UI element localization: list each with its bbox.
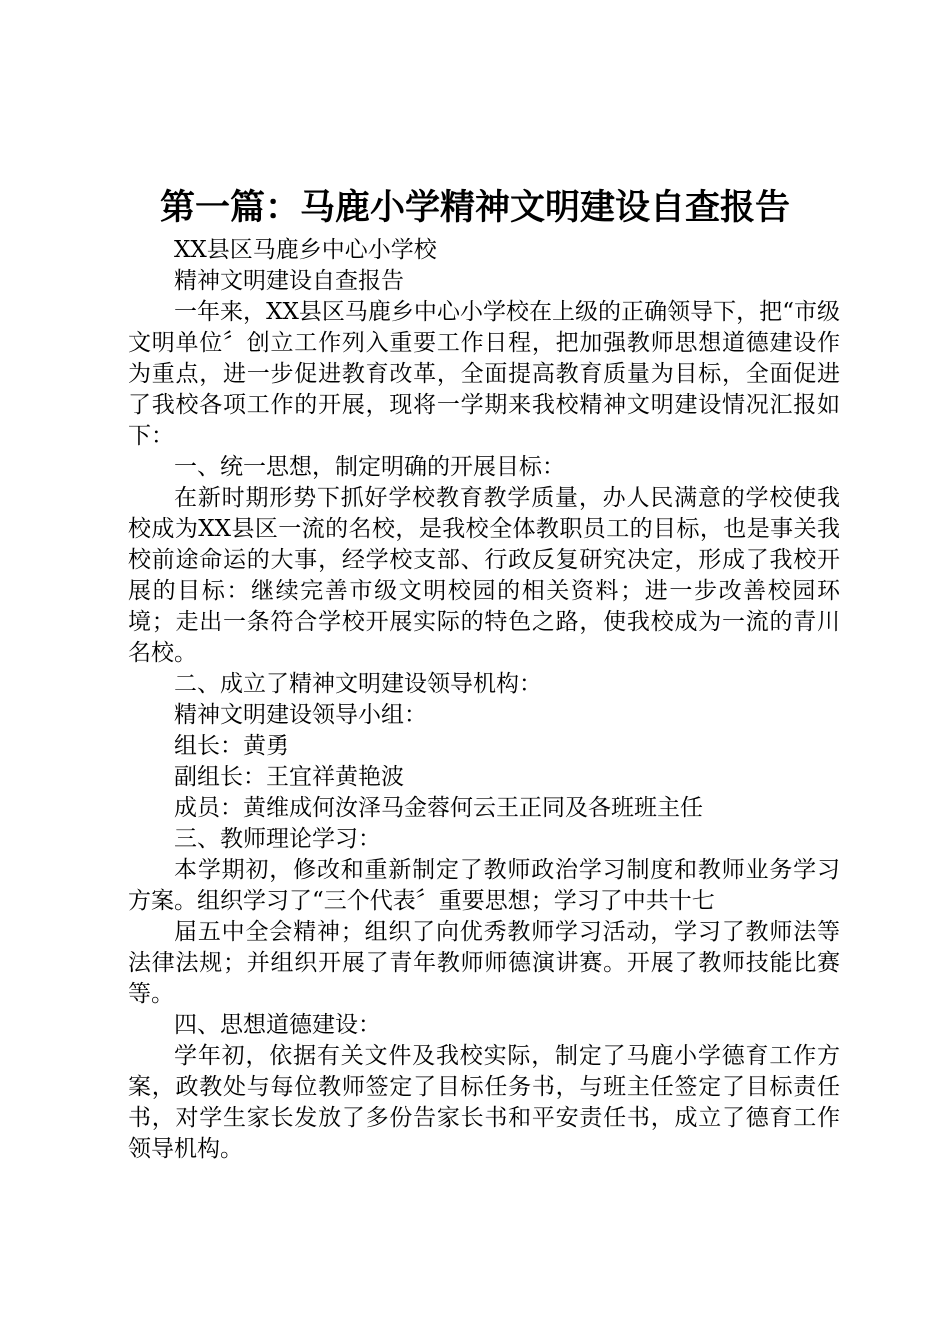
paragraph-section-3-part-1: 本学期初，修改和重新制定了教师政治学习制度和教师业务学习方案。组织学习了“三个代表〞重要思想；学习了中共十七 [128,857,840,914]
paragraph-section-4: 学年初，依据有关文件及我校实际，制定了马鹿小学德育工作方案，政教处与每位教师签定了目标任务书，与班主任签定了目标责任书，对学生家长发放了多份告家长书和平安责任书，成立了德育工作领导机构。 [128,1043,840,1162]
paragraph-deputy-leaders: 副组长：王宜祥黄艳波 [174,764,404,790]
paragraph-section-1: 在新时期形势下抓好学校教育教学质量，办人民满意的学校使我校成为XX县区一流的名校，是我校全体教职员工的目标，也是事关我校前途命运的大事，经学校支部、行政反复研究决定，形成了我校开展的目标：继续完善市级文明校园的相关资料；进一步改善校园环境；走出一条符合学校开展实际的特色之路，使我校成为一流的青川名校。 [128,485,840,666]
document-title: 第一篇：马鹿小学精神文明建设自查报告 [159,188,790,228]
paragraph-group-leader: 组长：黄勇 [174,733,289,759]
section-heading-2: 二、成立了精神文明建设领导机构： [174,671,542,697]
section-heading-3: 三、教师理论学习： [174,826,381,852]
paragraph-introduction: 一年来，XX县区马鹿乡中心小学校在上级的正确领导下，把“市级文明单位〞创立工作列入重要工作日程，把加强教师思想道德建设作为重点，进一步促进教育改革，全面提高教育质量为目标，全面促进了我校各项工作的开展，现将一学期来我校精神文明建设情况汇报如下： [128,299,840,449]
section-heading-1: 一、统一思想，制定明确的开展目标： [174,454,565,480]
document-body [128,235,840,1165]
section-heading-4: 四、思想道德建设： [174,1012,381,1038]
paragraph-section-3-part-2: 届五中全会精神；组织了向优秀教师学习活动，学习了教师法等法律法规；并组织开展了青年教师师德演讲赛。开展了教师技能比赛等。 [128,919,840,1007]
paragraph-members: 成员：黄维成何汝泽马金蓉何云王正同及各班班主任 [174,795,703,821]
paragraph-report-title: 精神文明建设自查报告 [174,268,404,294]
paragraph-school-name: XX县区马鹿乡中心小学校 [174,237,437,263]
paragraph-leadership-group: 精神文明建设领导小组： [174,702,427,728]
